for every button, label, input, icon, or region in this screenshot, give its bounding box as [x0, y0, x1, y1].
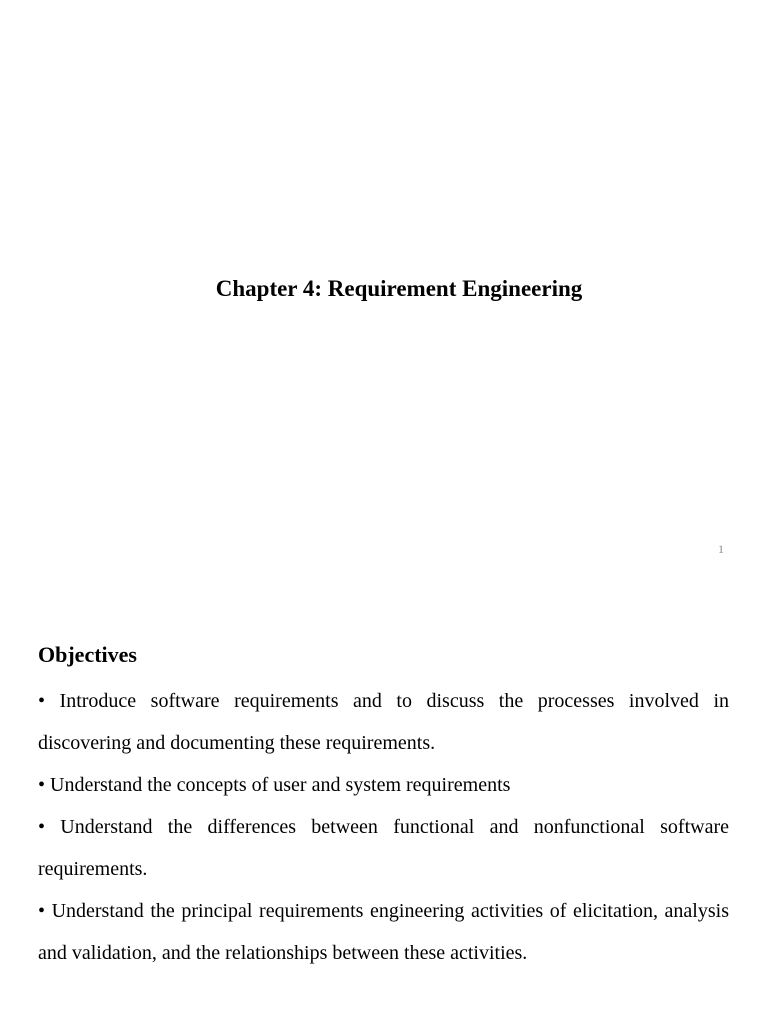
objectives-list — [38, 680, 729, 974]
chapter-title: Chapter 4: Requirement Engineering — [215, 276, 583, 301]
objective-item: • Understand the differences between functional and nonfunctional software requirements. — [38, 816, 729, 880]
objective-item: • Understand the principal requirements engineering activities of elicitation, analysis and validation, and the relationships between these activities. — [38, 900, 729, 964]
objective-item: • Introduce software requirements and to discuss the processes involved in discovering and documenting these requirements. — [38, 690, 729, 754]
page-number: 1 — [718, 542, 724, 556]
objective-item: • Understand the concepts of user and system requirements — [38, 774, 511, 796]
objectives-slide — [0, 590, 768, 1024]
objectives-heading: Objectives — [38, 642, 137, 667]
